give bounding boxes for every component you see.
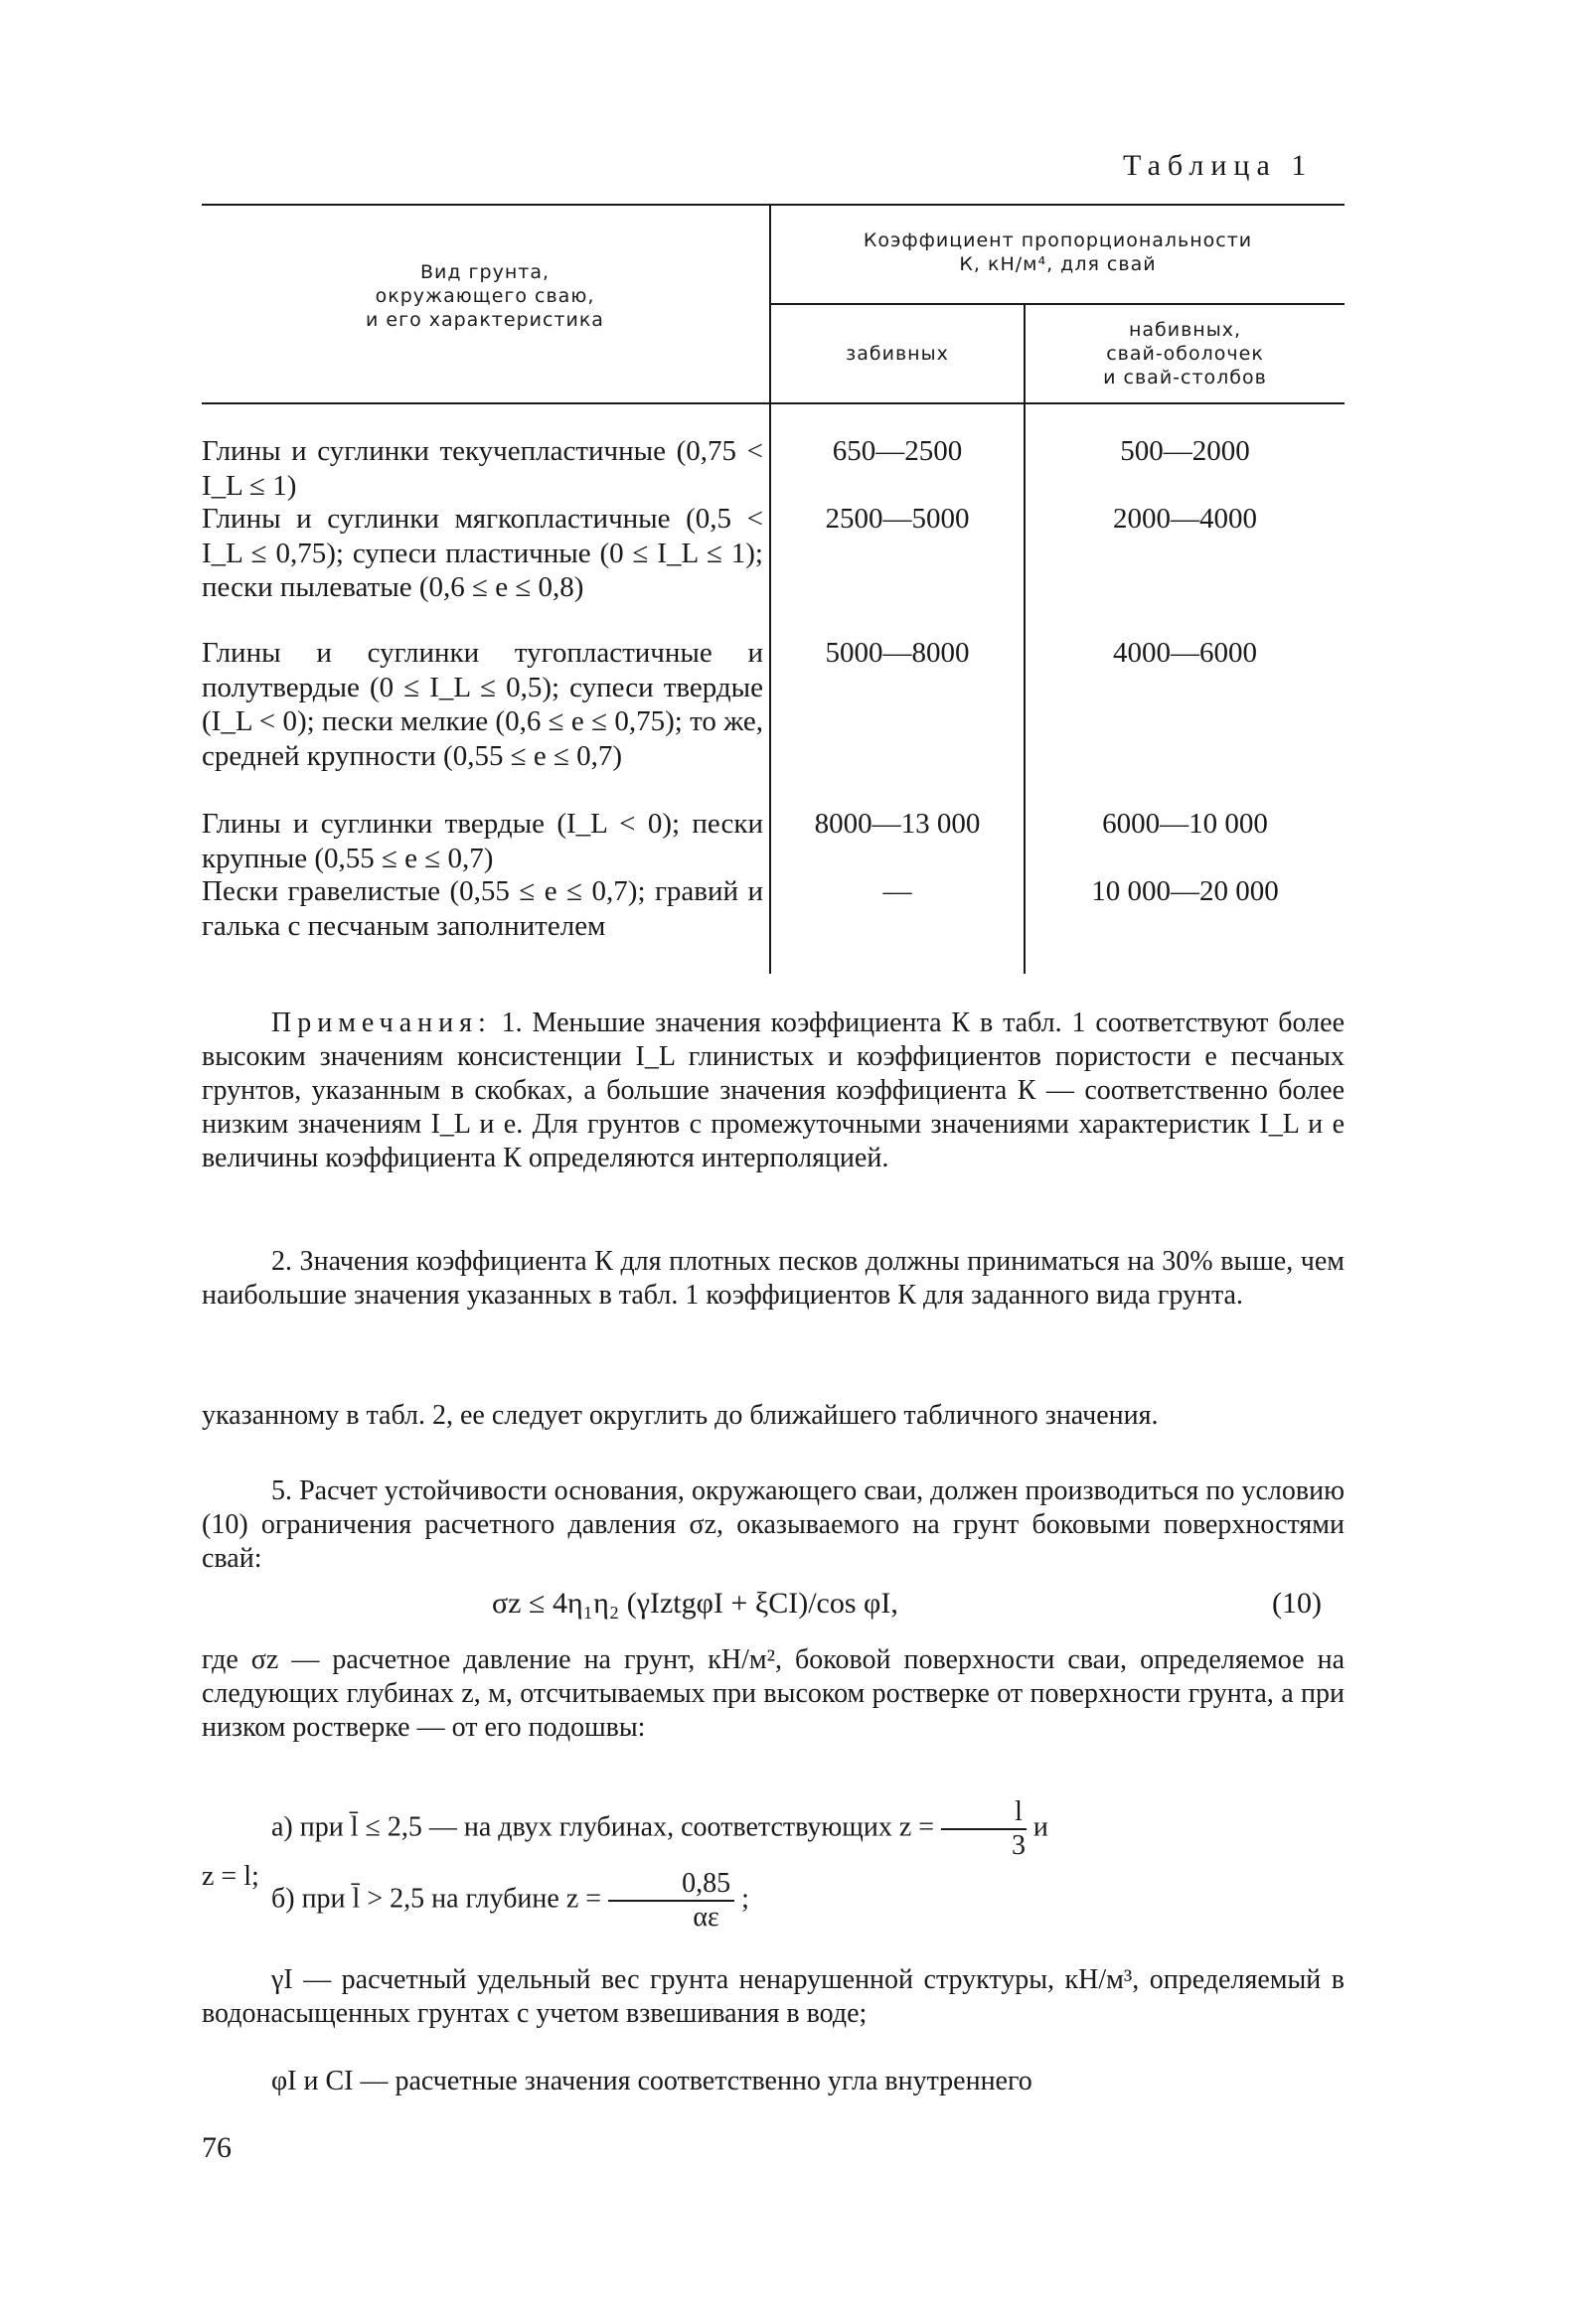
- note-1-text: 1. Меньшие значения коэффициента К в табл. 1 соответствуют более высоким значениям консистенции I_L глинистых и коэффициентов пористости е песчаных грунтов, указанным в скобках, а большие значения коэффициента К — соответственно более низким значениям I_L и е. Для грунтов с промежуточными значениями характеристик I_L и е величины коэффициента К определяются интерполяцией.: [202, 1007, 1345, 1173]
- fraction-l-over-3: $\frac{l}{3}$: [941, 1796, 1027, 1862]
- table-row-5-bored: 10 000—20 000: [1091, 875, 1279, 907]
- table-row-4-bored: 6000—10 000: [1102, 808, 1268, 840]
- item-b-text: б) при l̄ > 2,5 на глубине z =: [271, 1883, 602, 1915]
- item-a-text: а) при l̄ ≤ 2,5 — на двух глубинах, соответствующих z =: [271, 1811, 935, 1843]
- table-row-4-soil: Глины и суглинки твердые (I_L < 0); пески крупные (0,55 ≤ e ≤ 0,7): [202, 808, 763, 874]
- table-row-1-bored: 500—2000: [1120, 435, 1250, 467]
- paragraph-continuation: указанному в табл. 2, ее следует округлить до ближайшего табличного значения.: [202, 1400, 1159, 1431]
- table-row-2-driven: 2500—5000: [825, 503, 970, 535]
- table-row-4-driven: 8000—13 000: [814, 808, 981, 840]
- paragraph-sigma-definition: где σz — расчетное давление на грунт, кН/м², боковой поверхности сваи, определяемое на следующих глубинах z, м, отсчитываемых при высоком ростверке от поверхности грунта, а при низком ростверке — от его подошвы:: [202, 1644, 1345, 1743]
- notes-label: Примечания:: [271, 1007, 492, 1038]
- item-a: [202, 1796, 1345, 1862]
- note-2: 2. Значения коэффициента К для плотных песков должны приниматься на 30% выше, чем наибольшие значения указанных в табл. 1 коэффициентов К для заданного вида грунта.: [202, 1246, 1345, 1311]
- table-row-3-driven: 5000—8000: [825, 637, 970, 669]
- page-number: 76: [202, 2131, 232, 2164]
- header-driven-piles: забивных: [846, 343, 949, 365]
- table-row-2-soil: Глины и суглинки мягкопластичные (0,5 < I_L ≤ 0,75); супеси пластичные (0 ≤ I_L ≤ 1); пески пылеватые (0,6 ≤ e ≤ 0,8): [202, 503, 763, 603]
- note-1: [202, 1007, 1345, 1175]
- table-row-1-driven: 650—2500: [832, 435, 963, 467]
- item-b: [202, 1868, 1345, 1934]
- item-a-conj: и: [1032, 1811, 1048, 1843]
- table-row-3-soil: Глины и суглинки тугопластичные и полутвердые (0 ≤ I_L ≤ 0,5); супеси твердые (I_L < 0); пески мелкие (0,6 ≤ e ≤ 0,75); то же, средней крупности (0,55 ≤ e ≤ 0,7): [202, 637, 763, 772]
- table-row-5-soil: Пески гравелистые (0,55 ≤ e ≤ 0,7); гравий и галька с песчаным заполнителем: [202, 875, 763, 942]
- fraction-085-over-alpha: $\frac{0,85}{\alpha\varepsilon}$: [608, 1868, 734, 1934]
- table-row-2-bored: 2000—4000: [1113, 503, 1257, 535]
- paragraph-gamma-definition: γI — расчетный удельный вес грунта ненарушенной структуры, кН/м³, определяемый в водонасыщенных грунтах с учетом взвешивания в воде;: [202, 1964, 1345, 2029]
- table-row-1-soil: Глины и суглинки текучепластичные (0,75 < I_L ≤ 1): [202, 435, 763, 502]
- formula-10-number: (10): [1272, 1587, 1322, 1620]
- table-row-3-bored: 4000—6000: [1113, 637, 1257, 669]
- item-b-end: ;: [741, 1883, 749, 1915]
- header-coefficient-group: Коэффициент пропорциональности К, кН/м⁴, для свай: [863, 230, 1253, 275]
- table-row-5-driven: —: [882, 875, 912, 907]
- table-header-bottom-rule: [202, 402, 1345, 404]
- paragraph-phi-definition: φI и CI — расчетные значения соответственно угла внутреннего: [271, 2066, 1032, 2096]
- item-a-continuation: z = l;: [202, 1861, 259, 1892]
- header-soil-type: Вид грунта, окружающего сваю, и его характеристика: [366, 261, 604, 331]
- table-vline-1: [769, 204, 771, 974]
- formula-10: σz ≤ 4η₁η₂ (γIztgφI + ξCI)/cos φI,: [492, 1587, 898, 1620]
- table-subheader-rule: [770, 303, 1345, 305]
- header-bored-piles: набивных, свай-оболочек и свай-столбов: [1103, 319, 1267, 388]
- table-title: Таблица 1: [1123, 149, 1314, 182]
- table-top-rule: [202, 204, 1345, 206]
- paragraph-item-5: 5. Расчет устойчивости основания, окружающего сваи, должен производиться по условию (10) ограничения расчетного давления σz, оказываемого на грунт боковыми поверхностями свай:: [202, 1475, 1345, 1574]
